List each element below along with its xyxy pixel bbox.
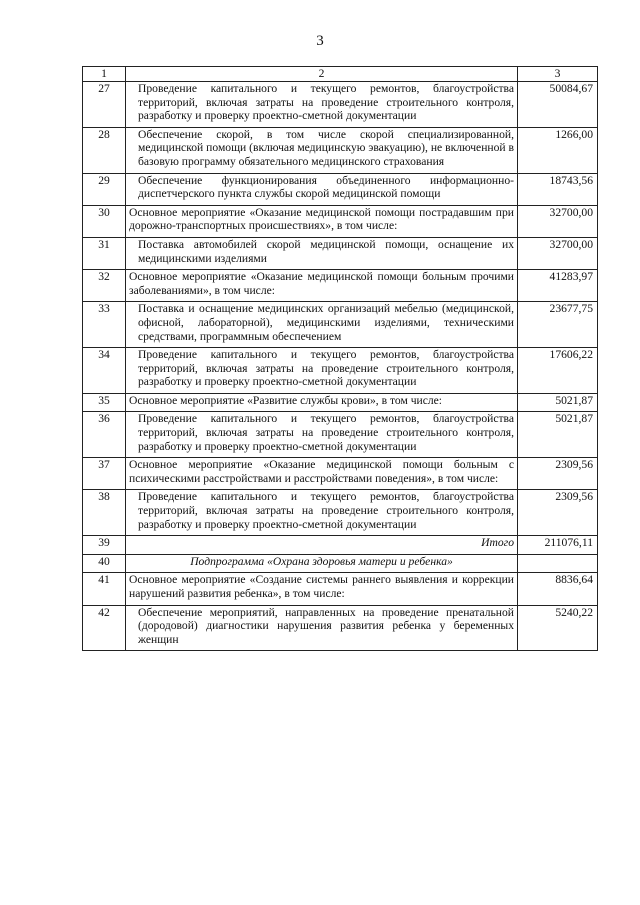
- table-row: [83, 237, 598, 269]
- row-amount: [518, 554, 598, 573]
- row-number: 28: [83, 127, 126, 173]
- table-row: [83, 127, 598, 173]
- row-description: Поставка автомобилей скорой медицинской помощи, оснащение их медицинскими изделиями: [126, 237, 518, 269]
- row-description: Проведение капитального и текущего ремонтов, благоустройства территорий, включая затраты на проведение строительного контроля, разработку и проверку проектно-сметной документации: [126, 490, 518, 536]
- row-description: Подпрограмма «Охрана здоровья матери и ребенка»: [126, 554, 518, 573]
- row-amount: 8836,64: [518, 573, 598, 605]
- row-number: 31: [83, 237, 126, 269]
- row-number: 37: [83, 458, 126, 490]
- row-amount: 5021,87: [518, 393, 598, 412]
- row-amount: 41283,97: [518, 270, 598, 302]
- row-description: Итого: [126, 536, 518, 555]
- table-row: [83, 302, 598, 348]
- table-row: [83, 270, 598, 302]
- row-number: 32: [83, 270, 126, 302]
- row-description: Обеспечение мероприятий, направленных на проведение пренатальной (дородовой) диагностики нарушения развития ребенка у беременных женщин: [126, 605, 518, 651]
- table-row: [83, 205, 598, 237]
- row-amount: 32700,00: [518, 237, 598, 269]
- table-row: [83, 573, 598, 605]
- table-body: [83, 82, 598, 651]
- row-description: Основное мероприятие «Оказание медицинской помощи больным прочими заболеваниями», в том числе:: [126, 270, 518, 302]
- table-row: [83, 605, 598, 651]
- table-header-row: [83, 67, 598, 82]
- row-description: Основное мероприятие «Создание системы раннего выявления и коррекции нарушений развития ребенка», в том числе:: [126, 573, 518, 605]
- row-number: 38: [83, 490, 126, 536]
- page-number: 3: [316, 33, 324, 49]
- header-cell-description: 2: [126, 67, 518, 82]
- row-amount: 17606,22: [518, 348, 598, 394]
- row-amount: 18743,56: [518, 173, 598, 205]
- row-number: 35: [83, 393, 126, 412]
- table-row: [83, 348, 598, 394]
- table-row: [83, 82, 598, 128]
- row-amount: 32700,00: [518, 205, 598, 237]
- row-description: Основное мероприятие «Оказание медицинской помощи больным с психическими расстройствами и расстройствами поведения», в том числе:: [126, 458, 518, 490]
- table-row: [83, 490, 598, 536]
- row-number: 36: [83, 412, 126, 458]
- row-description: Основное мероприятие «Оказание медицинской помощи пострадавшим при дорожно-транспортных происшествиях», в том числе:: [126, 205, 518, 237]
- row-number: 41: [83, 573, 126, 605]
- row-amount: 1266,00: [518, 127, 598, 173]
- row-description: Проведение капитального и текущего ремонтов, благоустройства территорий, включая затраты на проведение строительного контроля, разработку и проверку проектно-сметной документации: [126, 82, 518, 128]
- row-number: 34: [83, 348, 126, 394]
- row-number: 29: [83, 173, 126, 205]
- table-row: [83, 554, 598, 573]
- row-amount: 23677,75: [518, 302, 598, 348]
- table-row: [83, 173, 598, 205]
- table-row: [83, 393, 598, 412]
- row-amount: 50084,67: [518, 82, 598, 128]
- table-row: [83, 536, 598, 555]
- row-number: 27: [83, 82, 126, 128]
- row-number: 40: [83, 554, 126, 573]
- row-amount: 211076,11: [518, 536, 598, 555]
- row-amount: 2309,56: [518, 458, 598, 490]
- row-number: 39: [83, 536, 126, 555]
- row-description: Проведение капитального и текущего ремонтов, благоустройства территорий, включая затраты на проведение строительного контроля, разработку и проверку проектно-сметной документации: [126, 412, 518, 458]
- row-description: Поставка и оснащение медицинских организаций мебелью (медицинской, офисной, лабораторной), медицинскими изделиями, техническими средствами, программным обеспечением: [126, 302, 518, 348]
- row-description: Обеспечение функционирования объединенного информационно-диспетчерского пункта службы скорой медицинской помощи: [126, 173, 518, 205]
- row-number: 33: [83, 302, 126, 348]
- header-cell-amount: 3: [518, 67, 598, 82]
- row-amount: 2309,56: [518, 490, 598, 536]
- row-description: Проведение капитального и текущего ремонтов, благоустройства территорий, включая затраты на проведение строительного контроля, разработку и проверку проектно-сметной документации: [126, 348, 518, 394]
- budget-table: [82, 66, 598, 651]
- row-amount: 5021,87: [518, 412, 598, 458]
- header-cell-number: 1: [83, 67, 126, 82]
- table-row: [83, 458, 598, 490]
- row-description: Обеспечение скорой, в том числе скорой специализированной, медицинской помощи (включая медицинскую эвакуацию), не включенной в базовую программу обязательного медицинского страхования: [126, 127, 518, 173]
- table-row: [83, 412, 598, 458]
- row-amount: 5240,22: [518, 605, 598, 651]
- row-description: Основное мероприятие «Развитие службы крови», в том числе:: [126, 393, 518, 412]
- row-number: 30: [83, 205, 126, 237]
- row-number: 42: [83, 605, 126, 651]
